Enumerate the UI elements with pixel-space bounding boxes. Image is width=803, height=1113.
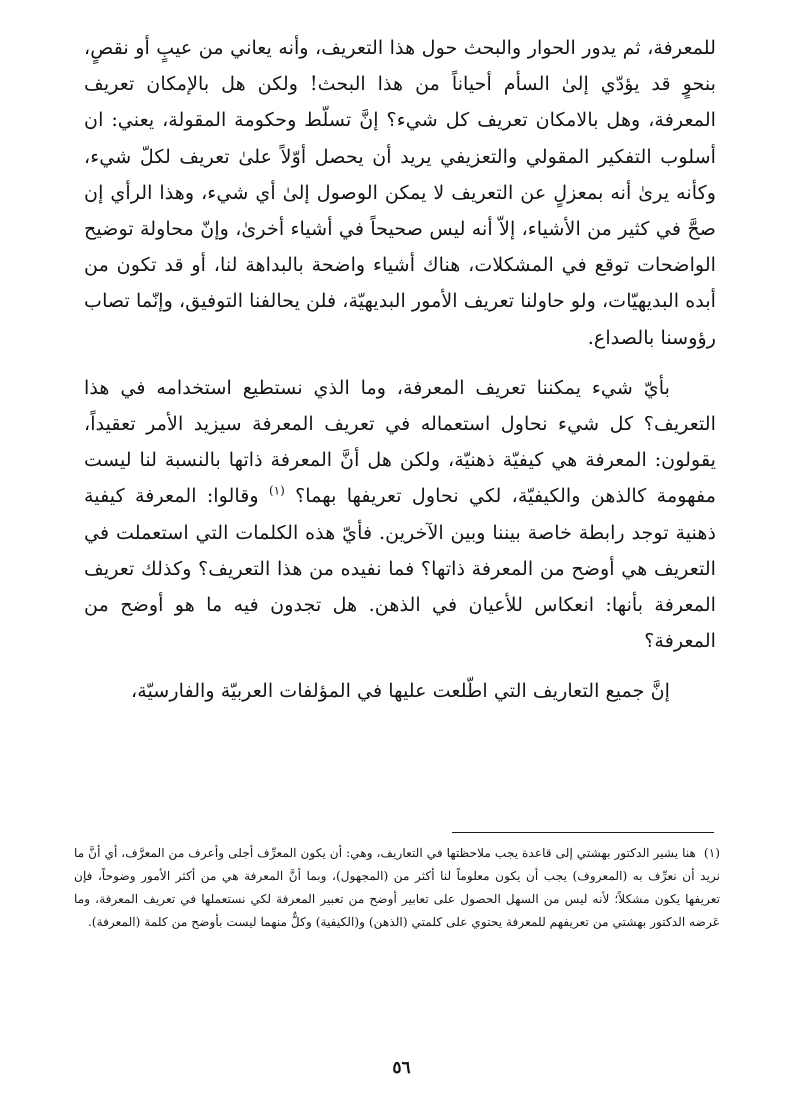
main-text [84,30,716,710]
footnote-number: (١) [703,846,720,860]
footnote-divider [452,832,714,833]
footnotes-section [74,842,720,934]
page-number: ٥٦ [392,1058,411,1078]
paragraph-3: إنَّ جميع التعاريف التي اطّلعت عليها في المؤلفات العربيّة والفارسيّة، [131,679,670,703]
page-content [84,30,716,710]
footnote-1 [74,842,720,934]
paragraph-2-continued: وقالوا: المعرفة كيفية ذهنية توجد رابطة خاصة بيننا وبين الآخرين. فأيّ هذه الكلمات التي استعملت في التعريف هي أوضح من المعرفة ذاتها؟ فما نفيده من هذا التعريف؟ وكذلك تعريف المعرفة بأنها: انعكاس للأعيان في الذهن. هل تجدون فيه ما هو أوضح من المعرفة؟ [84,484,716,653]
paragraph-1: للمعرفة، ثم يدور الحوار والبحث حول هذا التعريف، وأنه يعاني من عيبٍ أو نقصٍ، بنحوٍ قد يؤدّي إلىٰ السأم أحياناً من هذا البحث! ولكن هل بالإمكان تعريف المعرفة، وهل بالامكان تعريف كل شيء؟ إنَّ تسلّط وحكومة المقولة، يعني: ان أسلوب التفكير المقولي والتعزيفي يريد أن يحصل أوّلاً علىٰ تعريف لكلّ شيء، وكأنه يرىٰ أنه بمعزلٍ عن التعريف لا يمكن الوصول إلىٰ أي شيء، وهذا الرأي إن صحَّ في كثير من الأشياء، إلاّ أنه ليس صحيحاً في أشياء أخرىٰ، وإنّ محاولة توضيح الواضحات توقع في المشكلات، هناك أشياء واضحة بالبداهة لنا، أو قد تكون من أبده البديهيّات، ولو حاولنا تعريف الأمور البديهيّة، فلن يحالفنا التوفيق، وإنّما تصاب رؤوسنا بالصداع. [84,36,716,349]
paragraph-2-text: بأيّ شيء يمكننا تعريف المعرفة، وما الذي نستطيع استخدامه في هذا التعريف؟ كل شيء نحاول استعماله في تعريف المعرفة سيزيد الأمر تعقيداً، يقولون: المعرفة هي كيفيّة ذهنيّة، ولكن هل أنَّ المعرفة ذاتها بالنسبة لنا ليست مفهومة كالذهن والكيفيّة، لكي نحاول تعريفها بهما؟ [84,375,716,508]
footnote-reference[interactable]: (١) [268,484,285,499]
footnote-text: هنا يشير الدكتور بهشتي إلى قاعدة يجب ملاحظتها في التعاريف، وهي: أن يكون المعرِّف أجلى وأعرف من المعرَّف، أي أنَّ ما نريد أن نعرِّف به (المعروف) يجب أن يكون معلوماً لنا أكثر من (المجهول)، وبما أنَّ المعرفة هي من أكثر الأمور وضوحاً، فإن تعريفها يكون مشكلاً؛ لأنه ليس من السهل الحصول على تعابير أوضح من تعبير المعرفة لكي نستعملها في تعريف المعرفة، وما عَرضه الدكتور بهشتي من تعريفهم للمعرفة يحتوي على كلمتي (الذهن) و(الكيفية) وكلٌّ منهما ليست بأوضح من كلمة (المعرفة). [74,846,720,929]
paragraph-2 [84,370,716,660]
